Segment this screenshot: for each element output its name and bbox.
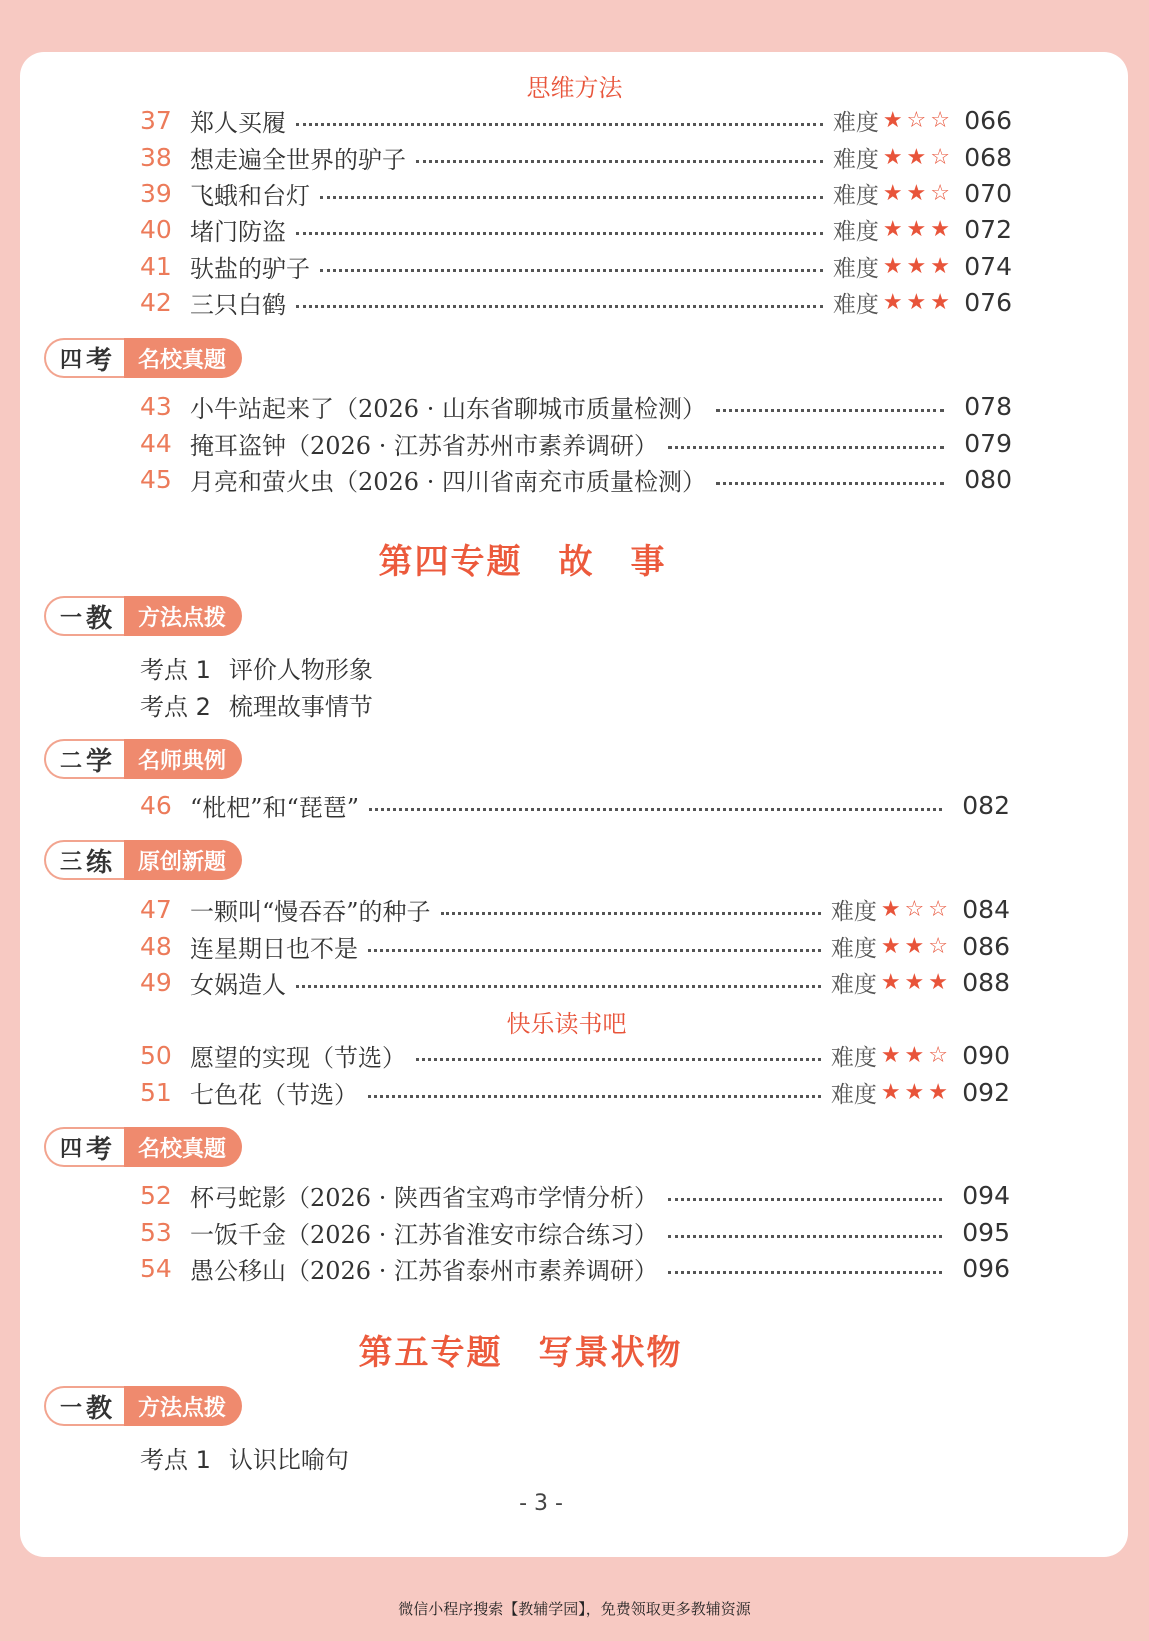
toc-item[interactable]: 52 杯弓蛇影（2026 · 陕西省宝鸡市学情分析） 094 bbox=[140, 1180, 1010, 1212]
badge-kao: 四 考 名校真题 bbox=[44, 338, 242, 378]
leader-dots bbox=[716, 409, 944, 412]
toc-item[interactable]: 37 郑人买履 难度 ★☆☆ 066 bbox=[140, 105, 1012, 137]
leader-dots bbox=[368, 1095, 821, 1098]
page-number: - 3 - bbox=[486, 1484, 596, 1528]
difficulty-stars: ★★☆ bbox=[880, 1042, 952, 1068]
difficulty-stars: ★☆☆ bbox=[880, 896, 952, 922]
difficulty-stars: ★★★ bbox=[882, 289, 954, 315]
toc-item[interactable]: 49 女娲造人 难度 ★★★ 088 bbox=[140, 967, 1010, 999]
section-subtitle-happy-reading: 快乐读书吧 bbox=[506, 1010, 627, 1038]
leader-dots bbox=[416, 160, 823, 163]
keypoint[interactable]: 考点 1 评价人物形象 bbox=[140, 656, 373, 684]
toc-item[interactable]: 53 一饭千金（2026 · 江苏省淮安市综合练习） 095 bbox=[140, 1217, 1010, 1249]
leader-dots bbox=[716, 482, 944, 485]
difficulty-stars: ★☆☆ bbox=[882, 107, 954, 133]
toc-item[interactable]: 46 “枇杷”和“琵琶” 082 bbox=[140, 790, 1010, 822]
topic-title-5: 第五专题 写景状物 bbox=[358, 1333, 683, 1373]
leader-dots bbox=[668, 1235, 942, 1238]
toc-item[interactable]: 51 七色花（节选） 难度 ★★★ 092 bbox=[140, 1077, 1010, 1109]
leader-dots bbox=[416, 1058, 821, 1061]
toc-item[interactable]: 54 愚公移山（2026 · 江苏省泰州市素养调研） 096 bbox=[140, 1253, 1010, 1285]
badge-jiao: 一 教 方法点拨 bbox=[44, 1386, 242, 1426]
keypoint[interactable]: 考点 2 梳理故事情节 bbox=[140, 693, 373, 721]
toc-item[interactable]: 44 掩耳盗钟（2026 · 江苏省苏州市素养调研） 079 bbox=[140, 428, 1012, 460]
leader-dots bbox=[296, 232, 823, 235]
badge-lian: 三 练 原创新题 bbox=[44, 840, 242, 880]
difficulty-stars: ★★★ bbox=[882, 216, 954, 242]
difficulty-stars: ★★☆ bbox=[882, 180, 954, 206]
leader-dots bbox=[296, 123, 823, 126]
toc-item[interactable]: 42 三只白鹤 难度 ★★★ 076 bbox=[140, 287, 1012, 319]
leader-dots bbox=[296, 985, 821, 988]
leader-dots bbox=[320, 196, 823, 199]
toc-item[interactable]: 48 连星期日也不是 难度 ★★☆ 086 bbox=[140, 931, 1010, 963]
topic-title-4: 第四专题 故 事 bbox=[378, 542, 667, 582]
leader-dots bbox=[668, 446, 944, 449]
toc-item[interactable]: 38 想走遍全世界的驴子 难度 ★★☆ 068 bbox=[140, 142, 1012, 174]
leader-dots bbox=[296, 305, 823, 308]
toc-item[interactable]: 47 一颗叫“慢吞吞”的种子 难度 ★☆☆ 084 bbox=[140, 894, 1010, 926]
difficulty-stars: ★★☆ bbox=[882, 144, 954, 170]
toc-item[interactable]: 43 小牛站起来了（2026 · 山东省聊城市质量检测） 078 bbox=[140, 391, 1012, 423]
leader-dots bbox=[369, 808, 942, 811]
badge-kao: 四 考 名校真题 bbox=[44, 1127, 242, 1167]
difficulty-stars: ★★★ bbox=[880, 1079, 952, 1105]
toc-item[interactable]: 39 飞蛾和台灯 难度 ★★☆ 070 bbox=[140, 178, 1012, 210]
leader-dots bbox=[368, 949, 821, 952]
difficulty-stars: ★★★ bbox=[880, 969, 952, 995]
toc-item[interactable]: 50 愿望的实现（节选） 难度 ★★☆ 090 bbox=[140, 1040, 1010, 1072]
toc-item[interactable]: 41 驮盐的驴子 难度 ★★★ 074 bbox=[140, 251, 1012, 283]
footer-note: 微信小程序搜索【教辅学园】，免费领取更多教辅资源 bbox=[398, 1600, 751, 1618]
keypoint[interactable]: 考点 1 认识比喻句 bbox=[140, 1446, 349, 1474]
toc-item[interactable]: 45 月亮和萤火虫（2026 · 四川省南充市质量检测） 080 bbox=[140, 464, 1012, 496]
leader-dots bbox=[320, 269, 823, 272]
leader-dots bbox=[441, 912, 821, 915]
badge-xue: 二 学 名师典例 bbox=[44, 739, 242, 779]
leader-dots bbox=[668, 1198, 942, 1201]
difficulty-stars: ★★★ bbox=[882, 253, 954, 279]
section-subtitle-think-method: 思维方法 bbox=[526, 74, 623, 102]
difficulty-stars: ★★☆ bbox=[880, 933, 952, 959]
toc-item[interactable]: 40 堵门防盗 难度 ★★★ 072 bbox=[140, 214, 1012, 246]
badge-jiao: 一 教 方法点拨 bbox=[44, 596, 242, 636]
leader-dots bbox=[668, 1271, 942, 1274]
